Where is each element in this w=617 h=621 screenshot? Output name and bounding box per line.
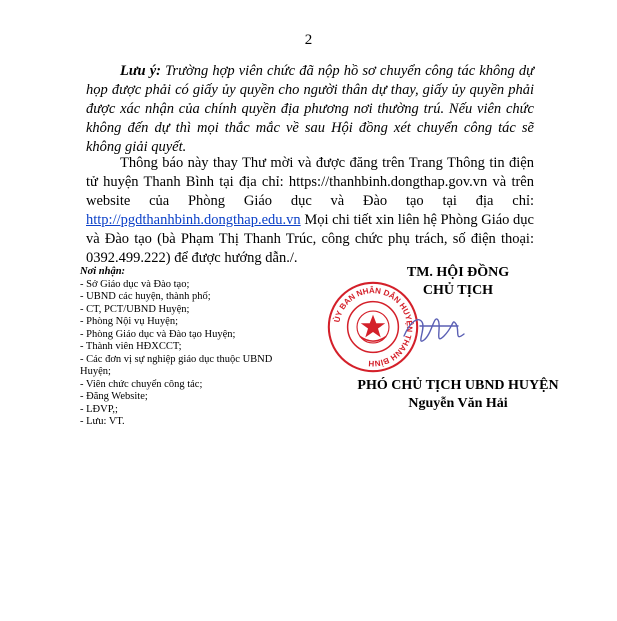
- signer-position: PHÓ CHỦ TỊCH UBND HUYỆN: [357, 378, 559, 393]
- recipient-item: - Các đơn vị sự nghiệp giáo dục thuộc UBND Huyện;: [80, 353, 273, 377]
- education-website-link[interactable]: http://pgdthanhbinh.dongthap.edu.vn: [86, 212, 301, 228]
- seal-text-path: ỦY BAN NHÂN DÂN HUYỆN THANH BÌNH: [332, 286, 414, 368]
- recipients-list: [80, 279, 300, 429]
- note-text: Trường hợp viên chức đã nộp hồ sơ chuyển công tác không dự họp được phải có giấy ủy quyền cho người thân dự thay, giấy ủy quyền phải được xác nhận của chính quyền địa phương nơi thường trú. Nếu viên chức không đến dự thì mọi thắc mắc về sau Hội đồng xét chuyển công tác sẽ không giải quyết.: [86, 63, 534, 155]
- signature-org-line: TM. HỘI ĐỒNG: [406, 265, 510, 280]
- seal-emblem-star: [361, 315, 385, 338]
- district-website-url: https://thanhbinh.dongthap.gov.vn: [288, 174, 488, 190]
- recipient-item: - Viên chức chuyển công tác;: [80, 378, 203, 390]
- handwritten-signature-icon: [400, 306, 476, 354]
- signature-stroke: [404, 319, 464, 341]
- attention-note: [86, 62, 534, 157]
- notice-text-1: Thông báo này thay Thư mời và được đăng trên Trang Thông tin điện tử huyện Thanh Bình tại địa chỉ:: [86, 155, 534, 190]
- signer-name: Nguyễn Văn Hải: [408, 396, 508, 411]
- recipient-item: - Lưu: VT.: [80, 416, 125, 427]
- recipient-item: - Thành viên HĐXCCT;: [80, 341, 182, 352]
- signature-footer: [308, 377, 608, 413]
- recipient-item: - Đăng Website;: [80, 391, 148, 402]
- recipients-block: [80, 266, 300, 429]
- recipient-item: - CT, PCT/UBND Huyện;: [80, 303, 190, 315]
- note-lead: Lưu ý:: [120, 63, 162, 79]
- notice-paragraph: [86, 154, 534, 268]
- notice-text-2: và trên website của Phòng Giáo dục và Đào tạo tại địa chỉ:: [86, 174, 534, 209]
- recipient-item: - Sở Giáo dục và Đào tạo;: [80, 278, 190, 290]
- recipient-item: - Phòng Giáo dục và Đào tạo Huyện;: [80, 328, 236, 340]
- recipients-title: Nơi nhận:: [80, 266, 126, 277]
- signature-role-line: CHỦ TỊCH: [422, 283, 494, 298]
- recipient-item: - UBND các huyện, thành phố;: [80, 291, 211, 302]
- recipient-item: - LĐVP,;: [80, 403, 118, 415]
- notice-text-3: Mọi chi tiết xin liên hệ Phòng Giáo dục và Đào tạo (bà Phạm Thị Thanh Trúc, công chức phụ trách, số điện thoại: 0392.499.222) để được hướng dẫn./.: [86, 212, 534, 266]
- page-number: 2: [304, 32, 313, 48]
- recipient-item: - Phòng Nội vụ Huyện;: [80, 316, 178, 327]
